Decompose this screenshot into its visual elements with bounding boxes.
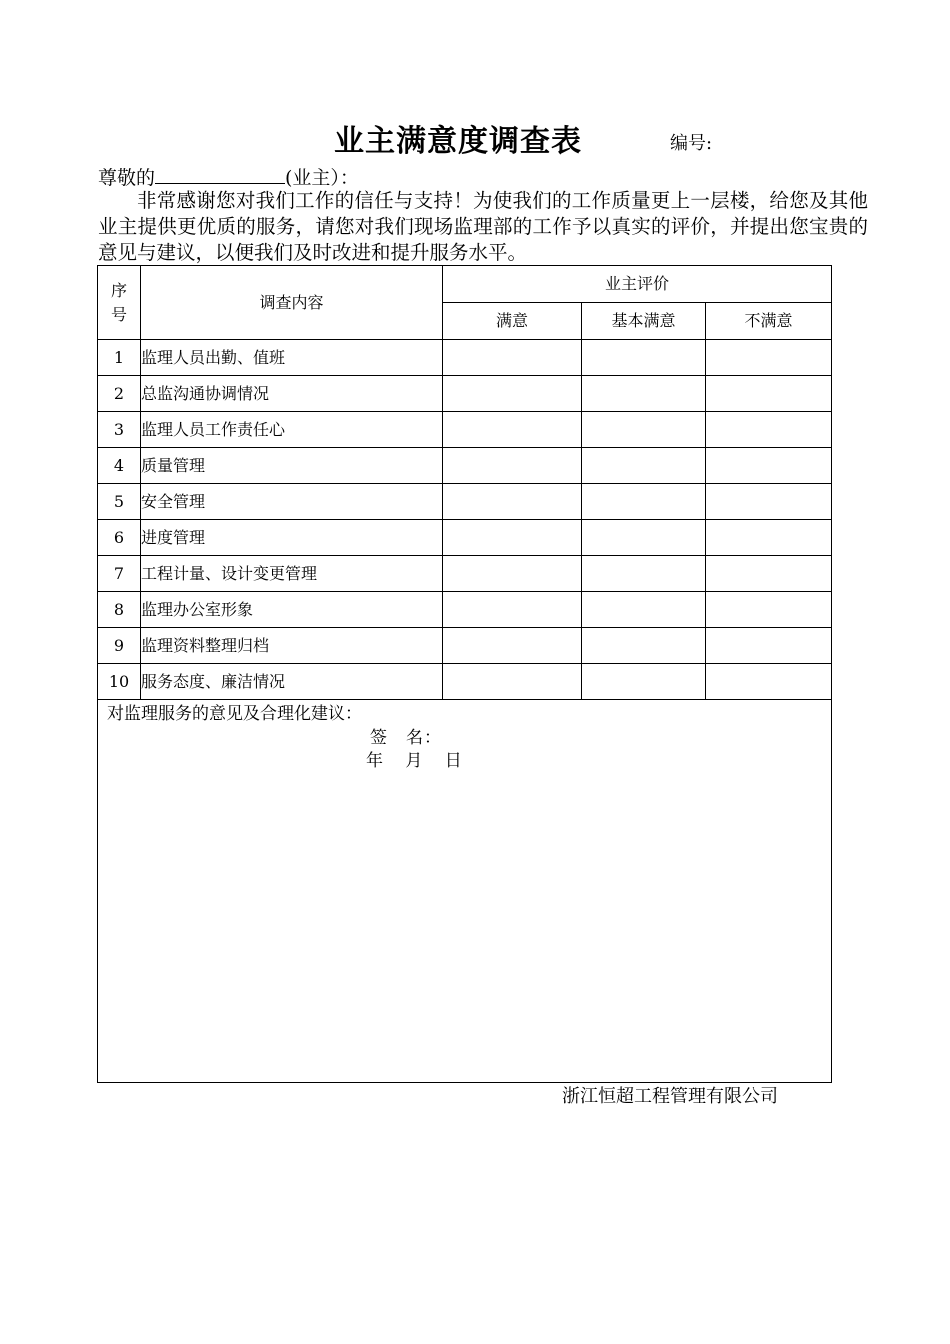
owner-name-blank[interactable] bbox=[155, 165, 285, 184]
table-row bbox=[98, 664, 832, 700]
table-row bbox=[98, 520, 832, 556]
row-number: 1 bbox=[98, 340, 141, 376]
date-label: 年 月 日 bbox=[366, 751, 462, 771]
unsatisfied-cell[interactable] bbox=[706, 628, 832, 664]
unsatisfied-cell[interactable] bbox=[706, 556, 832, 592]
basically-satisfied-cell[interactable] bbox=[582, 628, 706, 664]
table-row bbox=[98, 448, 832, 484]
row-number: 8 bbox=[98, 592, 141, 628]
row-number: 3 bbox=[98, 412, 141, 448]
feedback-cell[interactable] bbox=[98, 700, 832, 1083]
page-title: 业主满意度调查表 bbox=[334, 124, 582, 159]
survey-item: 监理资料整理归档 bbox=[141, 628, 443, 664]
basically-satisfied-cell[interactable] bbox=[582, 664, 706, 700]
table-row bbox=[98, 556, 832, 592]
satisfied-cell[interactable] bbox=[443, 664, 582, 700]
survey-item: 服务态度、廉洁情况 bbox=[141, 664, 443, 700]
basically-satisfied-cell[interactable] bbox=[582, 520, 706, 556]
unsatisfied-cell[interactable] bbox=[706, 448, 832, 484]
header-owner-evaluation: 业主评价 bbox=[443, 266, 832, 303]
header-content: 调查内容 bbox=[141, 266, 443, 340]
row-number: 7 bbox=[98, 556, 141, 592]
satisfied-cell[interactable] bbox=[443, 556, 582, 592]
row-number: 5 bbox=[98, 484, 141, 520]
survey-item: 监理办公室形象 bbox=[141, 592, 443, 628]
basically-satisfied-cell[interactable] bbox=[582, 412, 706, 448]
satisfied-cell[interactable] bbox=[443, 520, 582, 556]
header-basically-satisfied: 基本满意 bbox=[582, 303, 706, 340]
unsatisfied-cell[interactable] bbox=[706, 340, 832, 376]
feedback-label: 对监理服务的意见及合理化建议： bbox=[107, 704, 362, 724]
satisfied-cell[interactable] bbox=[443, 376, 582, 412]
satisfied-cell[interactable] bbox=[443, 628, 582, 664]
satisfied-cell[interactable] bbox=[443, 412, 582, 448]
survey-item: 监理人员出勤、值班 bbox=[141, 340, 443, 376]
unsatisfied-cell[interactable] bbox=[706, 484, 832, 520]
header-row-1 bbox=[98, 266, 832, 303]
survey-item: 安全管理 bbox=[141, 484, 443, 520]
unsatisfied-cell[interactable] bbox=[706, 412, 832, 448]
basically-satisfied-cell[interactable] bbox=[582, 592, 706, 628]
unsatisfied-cell[interactable] bbox=[706, 376, 832, 412]
row-number: 10 bbox=[98, 664, 141, 700]
row-number: 2 bbox=[98, 376, 141, 412]
row-number: 6 bbox=[98, 520, 141, 556]
signature-label: 签 名： bbox=[370, 728, 442, 748]
greeting-prefix: 尊敬的 bbox=[98, 167, 156, 189]
table-row bbox=[98, 412, 832, 448]
survey-table bbox=[97, 265, 832, 1083]
basically-satisfied-cell[interactable] bbox=[582, 484, 706, 520]
header-unsatisfied: 不满意 bbox=[706, 303, 832, 340]
header-seq: 序号 bbox=[98, 266, 141, 340]
satisfied-cell[interactable] bbox=[443, 592, 582, 628]
greeting-suffix: (业主）： bbox=[285, 167, 359, 189]
company-name: 浙江恒超工程管理有限公司 bbox=[562, 1086, 778, 1107]
satisfied-cell[interactable] bbox=[443, 340, 582, 376]
unsatisfied-cell[interactable] bbox=[706, 520, 832, 556]
satisfied-cell[interactable] bbox=[443, 484, 582, 520]
survey-item: 总监沟通协调情况 bbox=[141, 376, 443, 412]
row-number: 4 bbox=[98, 448, 141, 484]
row-number: 9 bbox=[98, 628, 141, 664]
table-row bbox=[98, 340, 832, 376]
basically-satisfied-cell[interactable] bbox=[582, 376, 706, 412]
table-row bbox=[98, 376, 832, 412]
table-row bbox=[98, 484, 832, 520]
header-satisfied: 满意 bbox=[443, 303, 582, 340]
basically-satisfied-cell[interactable] bbox=[582, 556, 706, 592]
basically-satisfied-cell[interactable] bbox=[582, 448, 706, 484]
table-row bbox=[98, 592, 832, 628]
survey-item: 质量管理 bbox=[141, 448, 443, 484]
title-row bbox=[0, 120, 950, 164]
satisfied-cell[interactable] bbox=[443, 448, 582, 484]
survey-item: 工程计量、设计变更管理 bbox=[141, 556, 443, 592]
serial-number-label: 编号: bbox=[670, 133, 713, 154]
basically-satisfied-cell[interactable] bbox=[582, 340, 706, 376]
survey-item: 监理人员工作责任心 bbox=[141, 412, 443, 448]
intro-paragraph: 非常感谢您对我们工作的信任与支持！为使我们的工作质量更上一层楼，给您及其他业主提供更优质的服务，请您对我们现场监理部的工作予以真实的评价，并提出您宝贵的意见与建议，以便我们及时改进和提升服务水平。 bbox=[98, 189, 868, 264]
survey-item: 进度管理 bbox=[141, 520, 443, 556]
unsatisfied-cell[interactable] bbox=[706, 664, 832, 700]
unsatisfied-cell[interactable] bbox=[706, 592, 832, 628]
feedback-row bbox=[98, 700, 832, 1083]
table-row bbox=[98, 628, 832, 664]
